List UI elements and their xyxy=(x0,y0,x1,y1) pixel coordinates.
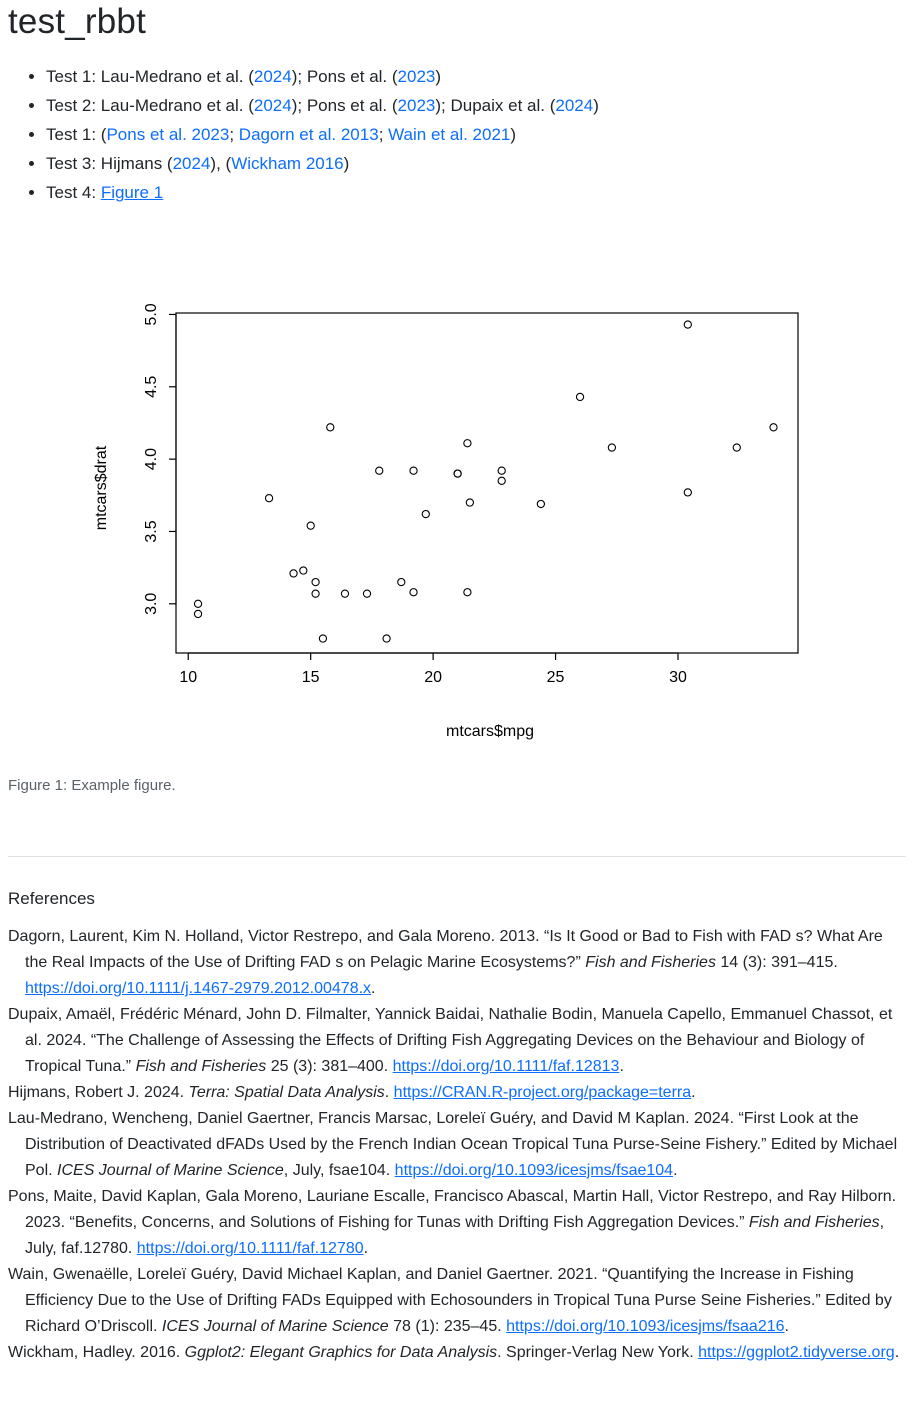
reference-link[interactable]: https://CRAN.R-project.org/package=terra xyxy=(393,1084,692,1101)
data-point xyxy=(454,470,461,477)
data-point xyxy=(464,440,471,447)
reference-text: Wickham, Hadley. 2016. xyxy=(8,1344,185,1361)
reference-text: 25 (3): 381–400. xyxy=(266,1058,393,1075)
test-text: Test 1: ( xyxy=(46,125,107,144)
footnote-divider xyxy=(8,856,906,857)
citation-link[interactable]: 2024 xyxy=(253,67,292,86)
reference-entry xyxy=(8,1262,906,1340)
reference-text: . xyxy=(673,1162,678,1179)
reference-journal: Fish and Fisheries xyxy=(748,1214,880,1231)
test-item xyxy=(46,120,599,149)
figure-1 xyxy=(88,296,828,761)
data-point xyxy=(312,579,319,586)
reference-link[interactable]: https://ggplot2.tidyverse.org xyxy=(698,1344,895,1361)
data-point xyxy=(770,424,777,431)
x-tick-label: 20 xyxy=(424,669,443,686)
data-point xyxy=(498,467,505,474)
reference-entry xyxy=(8,1106,906,1184)
test-text: ), ( xyxy=(210,154,232,173)
citation-link[interactable]: 2024 xyxy=(253,96,292,115)
test-item xyxy=(46,178,599,207)
y-tick-label: 5.0 xyxy=(143,303,160,326)
data-point xyxy=(300,567,307,574)
test-item xyxy=(46,91,599,120)
reference-text: . xyxy=(691,1084,696,1101)
data-point xyxy=(319,635,326,642)
citation-link[interactable]: Dagorn et al. 2013 xyxy=(238,125,379,144)
reference-entry xyxy=(8,1340,906,1366)
reference-journal: ICES Journal of Marine Science xyxy=(161,1318,389,1335)
reference-link[interactable]: https://doi.org/10.1111/faf.12813 xyxy=(392,1058,620,1075)
data-point xyxy=(341,590,348,597)
reference-text: . Springer-Verlag New York. xyxy=(497,1344,699,1361)
data-point xyxy=(608,444,615,451)
x-tick-label: 25 xyxy=(546,669,565,686)
data-point xyxy=(410,467,417,474)
data-point xyxy=(376,467,383,474)
reference-text: . xyxy=(384,1084,394,1101)
references-heading: References xyxy=(8,889,95,908)
x-tick-label: 10 xyxy=(179,669,198,686)
test-text: Test 4: xyxy=(46,183,101,202)
reference-text: 78 (1): 235–45. xyxy=(388,1318,507,1335)
reference-text: Dupaix, Amaël, Frédéric Ménard, John D. Filmalter, Yannick Baidai, Nathalie Bodin, Manuela Capello, Emmanuel Chassot, et al. 2024. “The Challenge of Assessing the Effects of Drifting Fish Aggregating Devices on the Behaviour and Biology of Tropical Tuna.” xyxy=(8,1006,893,1075)
page-title: test_rbbt xyxy=(8,2,146,41)
test-text: ); Dupaix et al. ( xyxy=(435,96,556,115)
test-text: ; xyxy=(229,125,239,144)
reference-text: Hijmans, Robert J. 2024. xyxy=(8,1084,189,1101)
reference-journal: Fish and Fisheries xyxy=(585,954,716,971)
reference-journal: Terra: Spatial Data Analysis xyxy=(188,1084,385,1101)
data-point xyxy=(576,393,583,400)
figure-link[interactable]: Figure 1 xyxy=(100,183,164,202)
data-point xyxy=(312,590,319,597)
figure-caption: Figure 1: Example figure. xyxy=(8,777,176,794)
test-text: ) xyxy=(343,154,350,173)
x-tick-label: 15 xyxy=(301,669,320,686)
reference-entry xyxy=(8,1184,906,1262)
data-point xyxy=(466,499,473,506)
y-tick-label: 3.0 xyxy=(143,592,160,615)
data-point xyxy=(307,522,314,529)
reference-entry xyxy=(8,1002,906,1080)
data-point xyxy=(383,635,390,642)
test-text: ); Pons et al. ( xyxy=(291,96,398,115)
test-text: Test 2: Lau-Medrano et al. ( xyxy=(46,96,254,115)
reference-text: , July, fsae104. xyxy=(283,1162,395,1179)
test-item xyxy=(46,149,599,178)
reference-text: 14 (3): 391–415. xyxy=(715,954,838,971)
reference-text: , July, faf.12780. xyxy=(25,1214,885,1257)
reference-text: . xyxy=(894,1344,900,1361)
citation-link[interactable]: Wickham 2016 xyxy=(231,154,344,173)
data-point xyxy=(327,424,334,431)
reference-text: Wain, Gwenaëlle, Loreleï Guéry, David Michael Kaplan, and Daniel Gaertner. 2021. “Quantifying the Increase in Fishing Efficiency Due to the Use of Drifting FADs Equipped with Echosounders in Tropical Tuna Purse Seine Fisheries.” Edited by Richard O’Driscoll. xyxy=(8,1266,892,1335)
reference-entry xyxy=(8,924,906,1002)
y-tick-label: 4.5 xyxy=(143,375,160,398)
citation-link[interactable]: 2024 xyxy=(172,154,211,173)
test-item xyxy=(46,62,599,91)
x-tick-label: 30 xyxy=(669,669,687,686)
reference-text: . xyxy=(619,1058,624,1075)
data-point xyxy=(265,495,272,502)
data-point xyxy=(498,477,505,484)
test-text: Test 1: Lau-Medrano et al. ( xyxy=(46,67,254,86)
citation-link[interactable]: 2023 xyxy=(397,96,436,115)
x-axis-label: mtcars$mpg xyxy=(445,723,535,740)
data-point xyxy=(684,489,691,496)
y-tick-label: 4.0 xyxy=(143,448,160,471)
reference-journal: Fish and Fisheries xyxy=(135,1058,267,1075)
reference-link[interactable]: https://doi.org/10.1111/faf.12780 xyxy=(136,1240,364,1257)
references-list xyxy=(8,924,906,1366)
data-point xyxy=(290,570,297,577)
data-point xyxy=(422,511,429,518)
test-text: ) xyxy=(510,125,517,144)
data-point xyxy=(733,444,740,451)
data-point xyxy=(398,579,405,586)
y-tick-label: 3.5 xyxy=(143,520,160,543)
test-text: ); Pons et al. ( xyxy=(291,67,398,86)
test-text: ) xyxy=(435,67,442,86)
reference-link[interactable]: https://doi.org/10.1093/icesjms/fsae104 xyxy=(394,1162,674,1179)
data-point xyxy=(684,321,691,328)
data-point xyxy=(410,589,417,596)
y-axis-label: mtcars$drat xyxy=(93,445,110,531)
plot-frame xyxy=(176,313,798,653)
reference-link[interactable]: https://doi.org/10.1111/j.1467-2979.2012.00478.x xyxy=(25,980,372,997)
citation-link[interactable]: Pons et al. 2023 xyxy=(106,125,230,144)
test-text: Test 3: Hijmans ( xyxy=(46,154,173,173)
reference-text: Lau-Medrano, Wencheng, Daniel Gaertner, Francis Marsac, Loreleï Guéry, and David M Kaplan. 2024. “First Look at the Distribution of Deactivated dFADs Used by the French Indian Ocean Tropical Tuna Purse-Seine Fishery.” Edited by Michael Pol. xyxy=(8,1110,898,1179)
reference-link[interactable]: https://doi.org/10.1093/icesjms/fsaa216 xyxy=(506,1318,785,1335)
citation-link[interactable]: Wain et al. 2021 xyxy=(388,125,511,144)
reference-journal: Ggplot2: Elegant Graphics for Data Analysis xyxy=(184,1344,498,1361)
citation-link[interactable]: 2024 xyxy=(555,96,594,115)
data-point xyxy=(464,589,471,596)
citation-link[interactable]: 2023 xyxy=(397,67,436,86)
data-point xyxy=(194,600,201,607)
reference-text: Pons, Maite, David Kaplan, Gala Moreno, Lauriane Escalle, Francisco Abascal, Martin Hall, Victor Restrepo, and Ray Hilborn. 2023. “Benefits, Concerns, and Solutions of Fishing for Tunas with Drifting Fish Aggregation Devices.” xyxy=(8,1188,897,1231)
data-point xyxy=(537,500,544,507)
test-text: ) xyxy=(593,96,599,115)
reference-text: . xyxy=(784,1318,789,1335)
reference-journal: ICES Journal of Marine Science xyxy=(57,1162,284,1179)
scatter-plot xyxy=(88,296,828,756)
test-list xyxy=(8,62,599,207)
reference-text: . xyxy=(371,980,376,997)
data-point xyxy=(363,590,370,597)
reference-text: Dagorn, Laurent, Kim N. Holland, Victor Restrepo, and Gala Moreno. 2013. “Is It Good or Bad to Fish with FAD s? What Are the Real Impacts of the Use of Drifting FAD s on Pelagic Marine Ecosystems?” xyxy=(8,928,883,971)
test-text: ; xyxy=(378,125,389,144)
reference-text: . xyxy=(363,1240,369,1257)
data-point xyxy=(194,610,201,617)
reference-entry xyxy=(8,1080,906,1106)
